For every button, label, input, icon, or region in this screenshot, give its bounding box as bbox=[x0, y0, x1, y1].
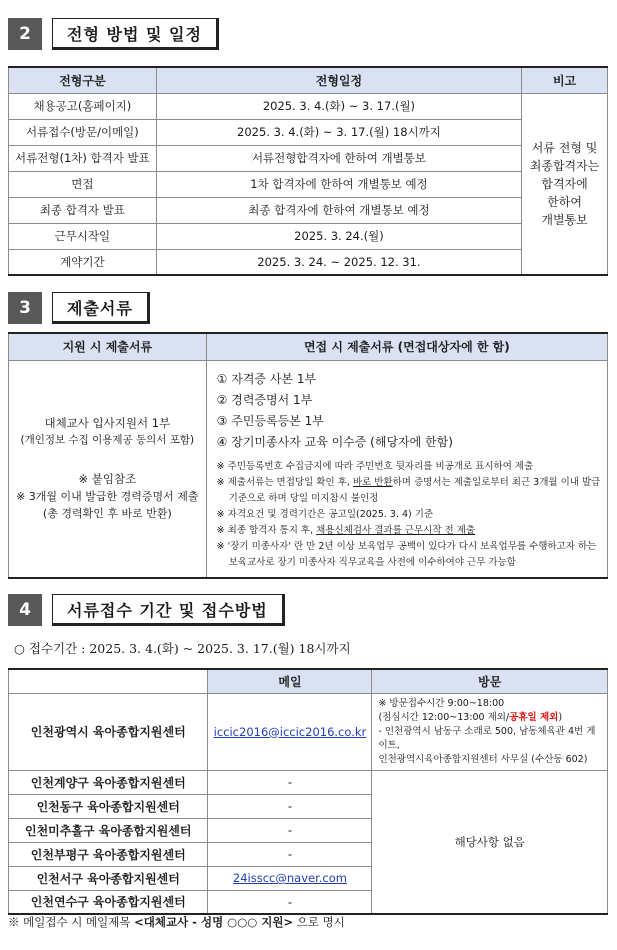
documents-table bbox=[8, 332, 608, 579]
note: ※ '장기 미종사자' 란 만 2년 이상 보육업무 공백이 있다가 다시 보육업무를 수행하고자 하는 보육교사로 장기 미종사자 직무교육을 사전에 이수하여야 근무 가능함 bbox=[216, 540, 597, 568]
list-item: ② 경력증명서 1부 bbox=[216, 392, 313, 407]
table-row: 인천광역시 육아종합지원센터 iccic2016@iccic2016.co.kr ※ 방문접수시간 9:00~18:00 (점심시간 12:00~13:00 제외/공휴일 제외) - 인천광역시 남동구 소래로 500, 남동체육관 4번 게이트, 인천광역시육아종합지원센터 사무실 (수산동 602) bbox=[9, 693, 608, 770]
col-header: 메일 bbox=[208, 669, 372, 693]
remarks-cell: 서류 전형 및 최종합격자는 합격자에 한하여 개별통보 bbox=[522, 93, 608, 275]
table-row: 인천계양구 육아종합지원센터 - 해당사항 없음 bbox=[9, 770, 608, 794]
table-row: 최종 합격자 발표 최종 합격자에 한하여 개별통보 예정 bbox=[9, 197, 608, 223]
col-header: 전형일정 bbox=[156, 67, 521, 93]
list-item: ① 자격증 사본 1부 bbox=[216, 371, 317, 386]
section-title: 서류접수 기간 및 접수방법 bbox=[52, 594, 285, 626]
col-header bbox=[9, 669, 208, 693]
table-row: 인천동구 육아종합지원센터 - bbox=[9, 794, 608, 818]
col-header: 비고 bbox=[522, 67, 608, 93]
schedule-table bbox=[8, 66, 608, 276]
note: ※ 최종 합격자 통지 후, 채용신체검사 결과를 근무시작 전 제출 bbox=[216, 524, 476, 536]
email-link[interactable]: iccic2016@iccic2016.co.kr bbox=[213, 724, 367, 739]
note: ※ 자격요건 및 경력기간은 공고일(2025. 3. 4) 기준 bbox=[216, 508, 434, 520]
visit-none-cell: 해당사항 없음 bbox=[372, 770, 608, 914]
list-item: ③ 주민등록등본 1부 bbox=[216, 413, 324, 428]
application-period: ○ 접수기간 : 2025. 3. 4.(화) ~ 2025. 3. 17.(월) 18시까지 bbox=[14, 641, 351, 656]
table-row: 인천미추홀구 육아종합지원센터 - bbox=[9, 818, 608, 842]
table-row: 서류접수(방문/이메일) 2025. 3. 4.(화) ~ 3. 17.(월) 18시까지 bbox=[9, 119, 608, 145]
interview-docs-list bbox=[217, 369, 601, 453]
section-number: 2 bbox=[8, 18, 42, 50]
notes-list bbox=[217, 459, 601, 571]
section3-header bbox=[8, 292, 150, 324]
section2-header bbox=[8, 18, 219, 50]
table-row: 면접 1차 합격자에 한하여 개별통보 예정 bbox=[9, 171, 608, 197]
table-row: 계약기간 2025. 3. 24. ~ 2025. 12. 31. bbox=[9, 249, 608, 275]
col-header: 지원 시 제출서류 bbox=[9, 333, 207, 360]
table-row: 인천부평구 육아종합지원센터 - bbox=[9, 842, 608, 866]
interview-docs-cell bbox=[206, 360, 607, 578]
submission-table bbox=[8, 668, 608, 915]
section-title: 제출서류 bbox=[52, 292, 150, 324]
table-row: 인천서구 육아종합지원센터 24isscc@naver.com bbox=[9, 866, 608, 890]
section-number: 3 bbox=[8, 292, 42, 324]
application-docs-cell: 대체교사 입사지원서 1부 (개인정보 수집 이용제공 동의서 포함) ※ 붙임참조 ※ 3개월 이내 발급한 경력증명서 제출 (총 경력확인 후 바로 반환) bbox=[9, 360, 207, 578]
col-header: 방문 bbox=[372, 669, 608, 693]
table-row: 서류전형(1차) 합격자 발표 서류전형합격자에 한하여 개별통보 bbox=[9, 145, 608, 171]
col-header: 전형구분 bbox=[9, 67, 157, 93]
table-row: 근무시작일 2025. 3. 24.(월) bbox=[9, 223, 608, 249]
note: ※ 제출서류는 면접당일 확인 후, 바로 반환하며 증명서는 제출일로부터 최근 3개월 이내 발급기준으로 하며 당일 미지참시 불인정 bbox=[216, 476, 601, 504]
note: ※ 주민등록번호 수집금지에 따라 주민번호 뒷자리를 비공개로 표시하여 제출 bbox=[216, 460, 534, 472]
list-item: ④ 장기미종사자 교육 이수증 (해당자에 한함) bbox=[216, 434, 453, 449]
table-row: 채용공고(홈페이지) 2025. 3. 4.(화) ~ 3. 17.(월) 서류 전형 및 최종합격자는 합격자에 한하여 개별통보 bbox=[9, 93, 608, 119]
table-row: 인천연수구 육아종합지원센터 - bbox=[9, 890, 608, 914]
email-link[interactable]: 24isscc@naver.com bbox=[232, 871, 347, 885]
section-number: 4 bbox=[8, 594, 42, 626]
footnote: ※ 메일접수 시 메일제목 <대체교사 - 성명 ○○○ 지원> 으로 명시 bbox=[8, 915, 345, 929]
section4-header bbox=[8, 594, 285, 626]
visit-info-cell: ※ 방문접수시간 9:00~18:00 (점심시간 12:00~13:00 제외/공휴일 제외) - 인천광역시 남동구 소래로 500, 남동체육관 4번 게이트, 인천광역시육아종합지원센터 사무실 (수산동 602) bbox=[372, 693, 608, 770]
col-header: 면접 시 제출서류 (면접대상자에 한 함) bbox=[206, 333, 607, 360]
section-title: 전형 방법 및 일정 bbox=[52, 18, 219, 50]
